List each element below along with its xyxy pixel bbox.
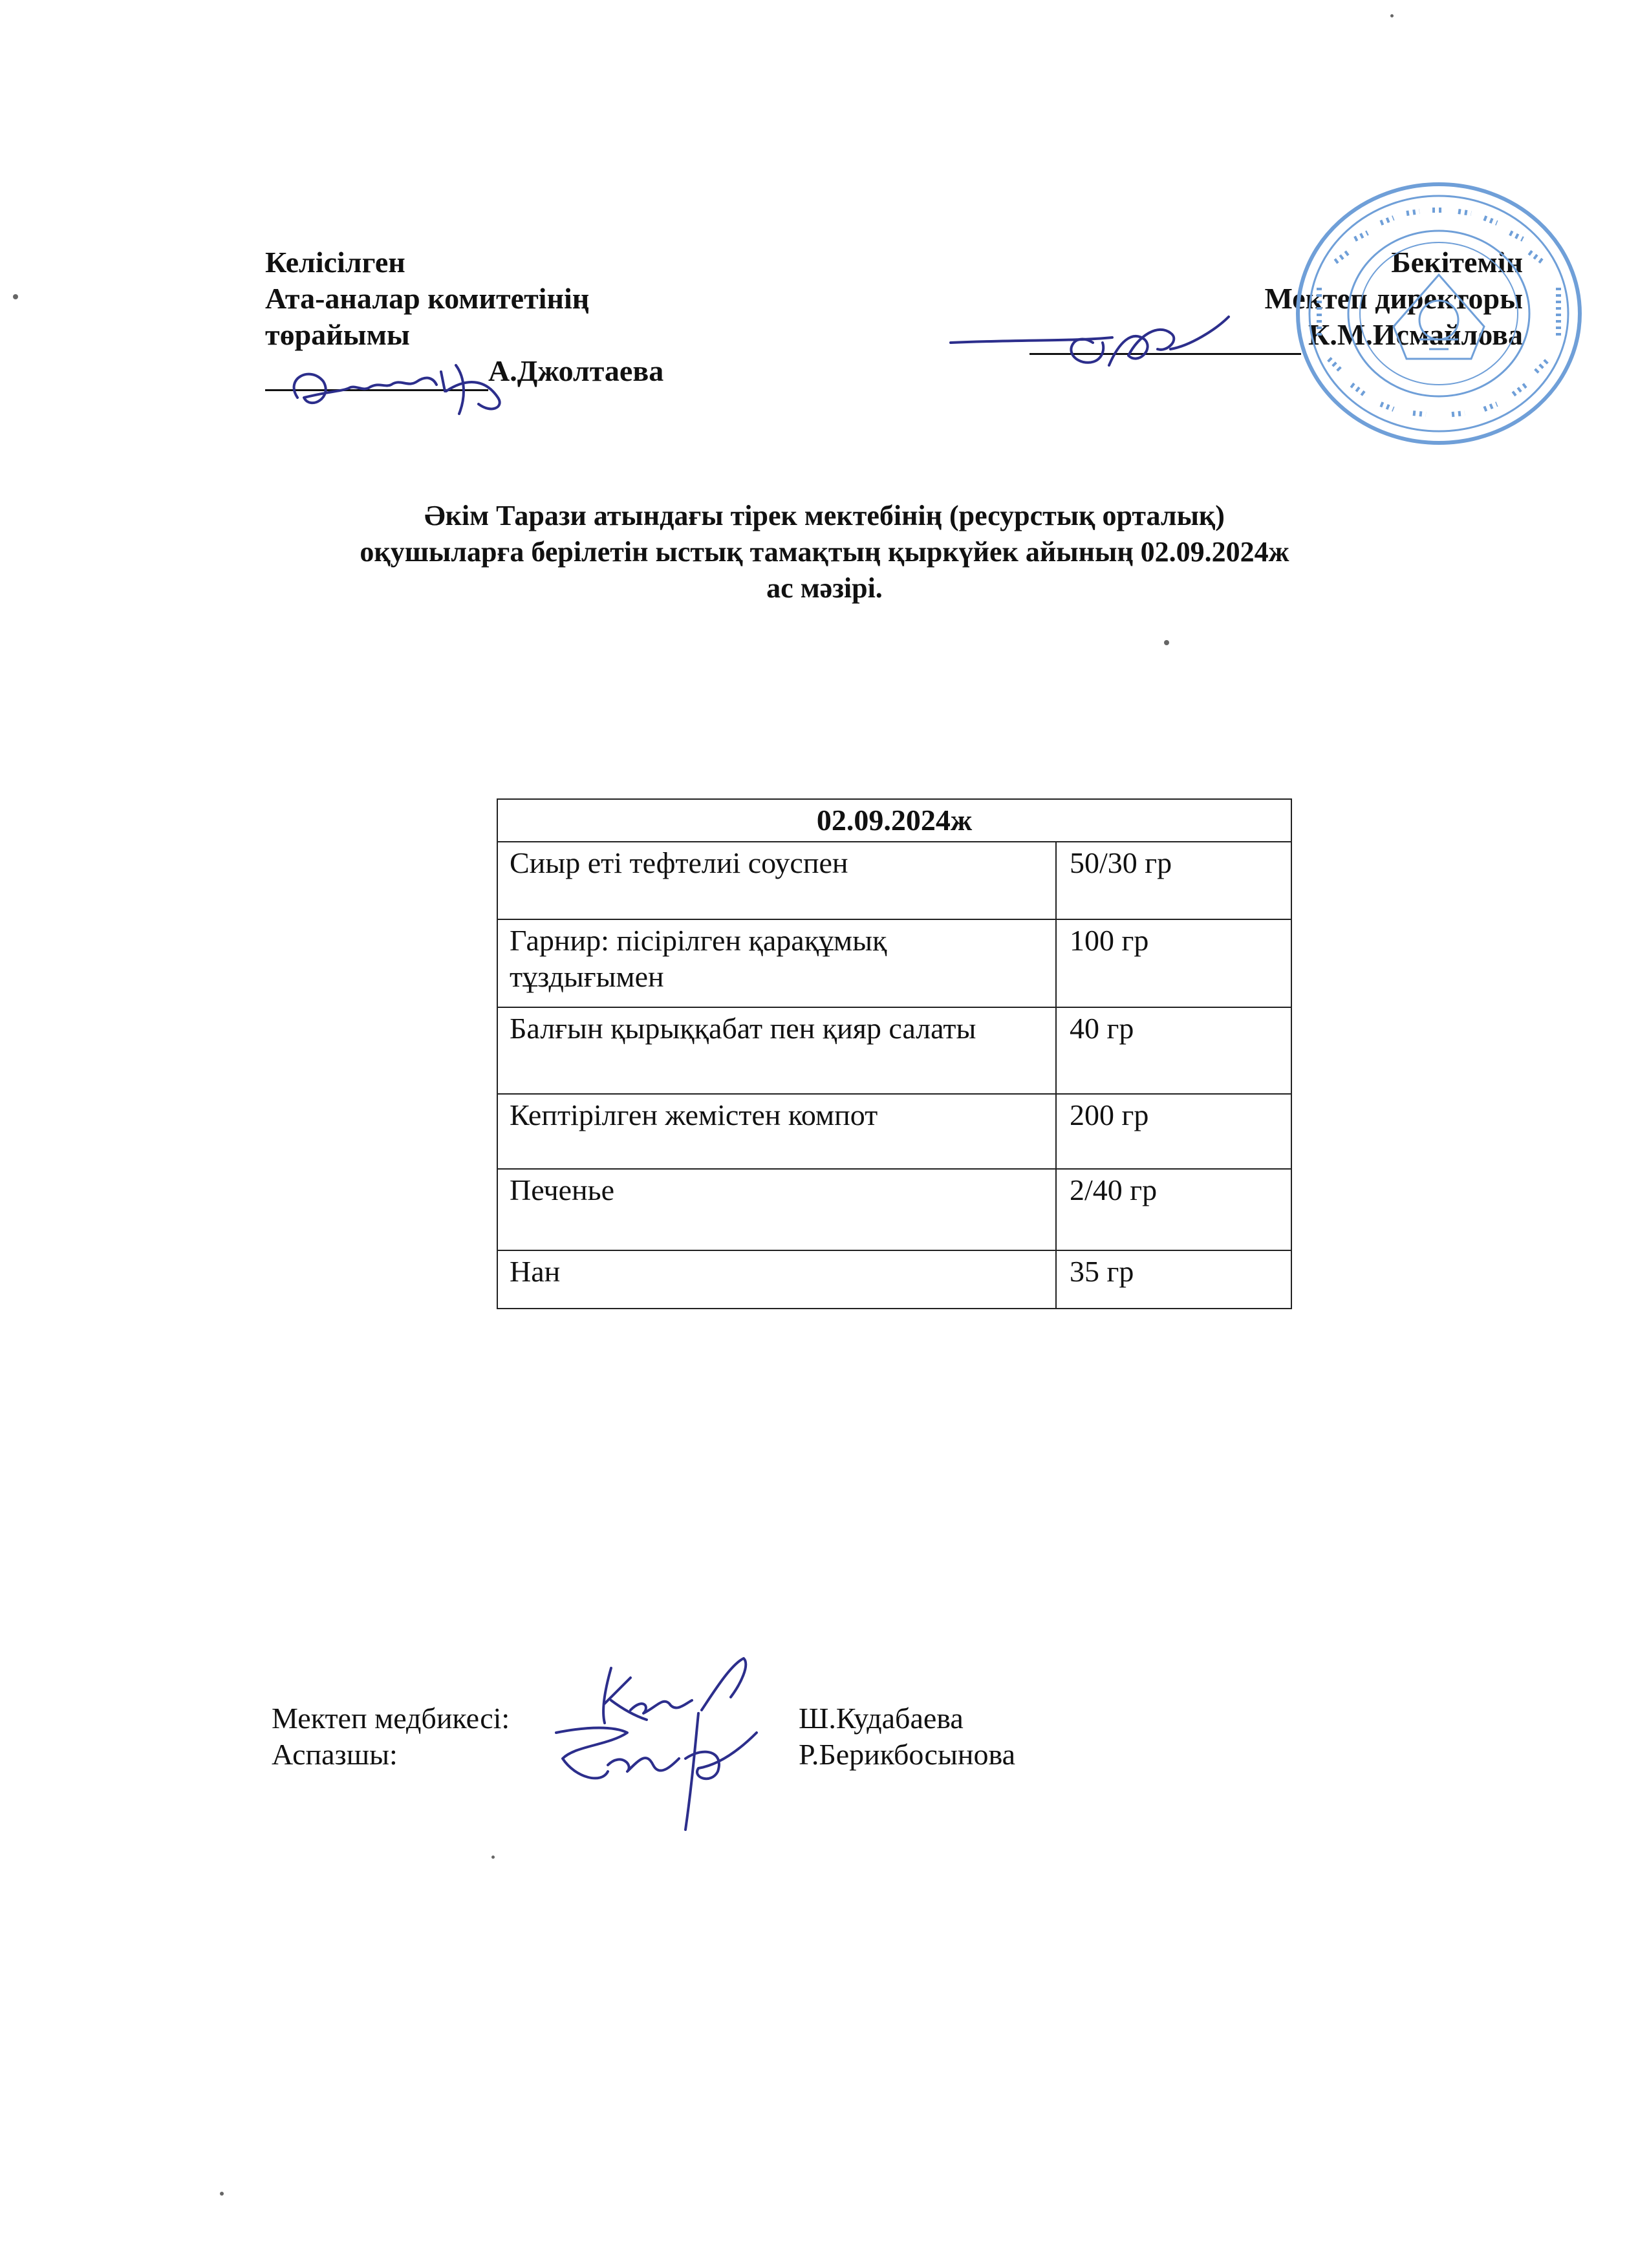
title-line-2: оқушыларға берілетін ыстық тамақтың қыркүйек айының 02.09.2024ж: [360, 536, 1289, 568]
dish-portion: 100 гр: [1056, 919, 1291, 1007]
cook-role: Аспазшы:: [272, 1738, 398, 1771]
menu-date-header: 02.09.2024ж: [497, 799, 1291, 842]
table-row: [497, 1094, 1291, 1169]
approval-right-name: К.М.Исмайлова: [1308, 318, 1523, 351]
dish-portion: 200 гр: [1056, 1094, 1291, 1169]
table-row: [497, 842, 1291, 919]
dish-portion: 50/30 гр: [1056, 842, 1291, 919]
approval-left-position: төрайымы: [265, 318, 410, 351]
menu-table: [497, 798, 1292, 1309]
approval-left-committee: Ата-аналар комитетінің: [265, 282, 590, 315]
dish-portion: 40 гр: [1056, 1007, 1291, 1094]
dish-name: Сиыр еті тефтелиі соуспен: [497, 842, 1056, 919]
dish-name: Нан: [497, 1250, 1056, 1309]
scan-speck: [1164, 640, 1169, 645]
cook-name: Р.Берикбосынова: [799, 1738, 1016, 1771]
title-line-3: ас мәзірі.: [766, 572, 883, 604]
dish-portion: 35 гр: [1056, 1250, 1291, 1309]
document-title: [178, 498, 1471, 606]
parents-committee-signature: [272, 352, 517, 423]
approval-right-label: Бекітемін: [1391, 246, 1523, 279]
cook-signature: [537, 1707, 770, 1836]
scan-speck: [220, 2192, 224, 2196]
official-stamp: [1290, 178, 1588, 449]
dish-name: Печенье: [497, 1169, 1056, 1250]
dish-name: Балғын қырыққабат пен қияр салаты: [497, 1007, 1056, 1094]
nurse-role: Мектеп медбикесі:: [272, 1702, 510, 1735]
table-row: [497, 1250, 1291, 1309]
dish-name: Гарнир: пісірілген қарақұмық тұздығымен: [497, 919, 1056, 1007]
approval-left-name: А.Джолтаева: [488, 354, 664, 387]
scan-speck: [1390, 14, 1394, 17]
dish-name: Кептірілген жемістен компот: [497, 1094, 1056, 1169]
dish-portion: 2/40 гр: [1056, 1169, 1291, 1250]
title-line-1: Әкім Тарази атындағы тірек мектебінің (ресурстық орталық): [424, 500, 1225, 531]
table-row: [497, 1169, 1291, 1250]
nurse-name: Ш.Кудабаева: [799, 1702, 964, 1735]
table-row: [497, 1007, 1291, 1094]
scan-speck: [491, 1856, 495, 1859]
scan-speck: [13, 294, 18, 299]
director-signature: [944, 304, 1242, 388]
approval-left-label: Келісілген: [265, 246, 405, 279]
approval-right-position: Мектеп директоры: [1264, 282, 1523, 315]
table-row: [497, 919, 1291, 1007]
